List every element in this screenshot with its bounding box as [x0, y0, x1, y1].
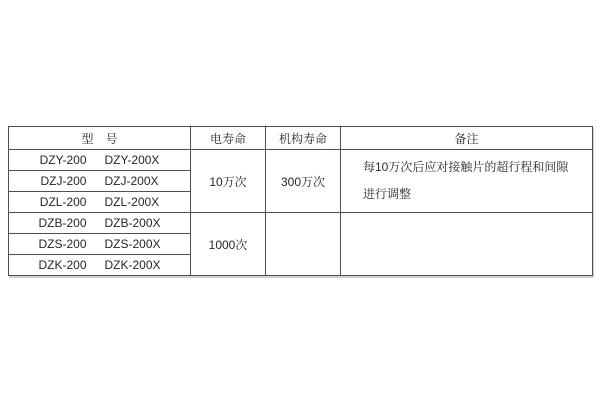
model-name: DZJ-200X	[104, 174, 159, 188]
table-row-dzy	[9, 150, 593, 171]
model-name: DZK-200	[38, 258, 87, 272]
model-cell-dzj	[9, 171, 191, 192]
model-pair	[9, 258, 190, 272]
model-cell-dzy	[9, 150, 191, 171]
model-name: DZK-200X	[104, 258, 161, 272]
model-cell-dzb	[9, 213, 191, 234]
model-name: DZS-200	[38, 237, 87, 251]
remark-cell-group1	[341, 150, 593, 213]
model-name: DZL-200	[39, 195, 87, 209]
model-pair	[9, 153, 190, 167]
model-cell-dzs	[9, 234, 191, 255]
model-pair	[9, 216, 190, 230]
electrical-life-cell-group1: 10万次	[191, 150, 266, 213]
remark-cell-group2	[341, 213, 593, 276]
model-name: DZY-200	[39, 153, 87, 167]
model-pair	[9, 195, 190, 209]
mechanism-life-cell-group1: 300万次	[266, 150, 341, 213]
model-name: DZS-200X	[104, 237, 161, 251]
col-header-mechanism-life: 机构寿命	[266, 127, 341, 150]
model-pair	[9, 174, 190, 188]
model-cell-dzk	[9, 255, 191, 276]
model-name: DZL-200X	[104, 195, 160, 209]
col-header-electrical-life: 电寿命	[191, 127, 266, 150]
relay-life-spec-table	[8, 126, 593, 276]
model-name: DZY-200X	[104, 153, 160, 167]
mechanism-life-cell-group2	[266, 213, 341, 276]
remark-line-1: 每10万次后应对接触片的超行程和间隙	[363, 160, 569, 174]
model-name: DZJ-200	[40, 174, 87, 188]
model-name: DZB-200X	[104, 216, 161, 230]
model-pair	[9, 237, 190, 251]
header-row	[9, 127, 593, 150]
table-row-dzb	[9, 213, 593, 234]
model-name: DZB-200	[38, 216, 87, 230]
col-header-model: 型 号	[9, 127, 191, 150]
model-cell-dzl	[9, 192, 191, 213]
electrical-life-cell-group2: 1000次	[191, 213, 266, 276]
remark-line-2: 进行调整	[363, 187, 412, 201]
col-header-remark: 备注	[341, 127, 593, 150]
